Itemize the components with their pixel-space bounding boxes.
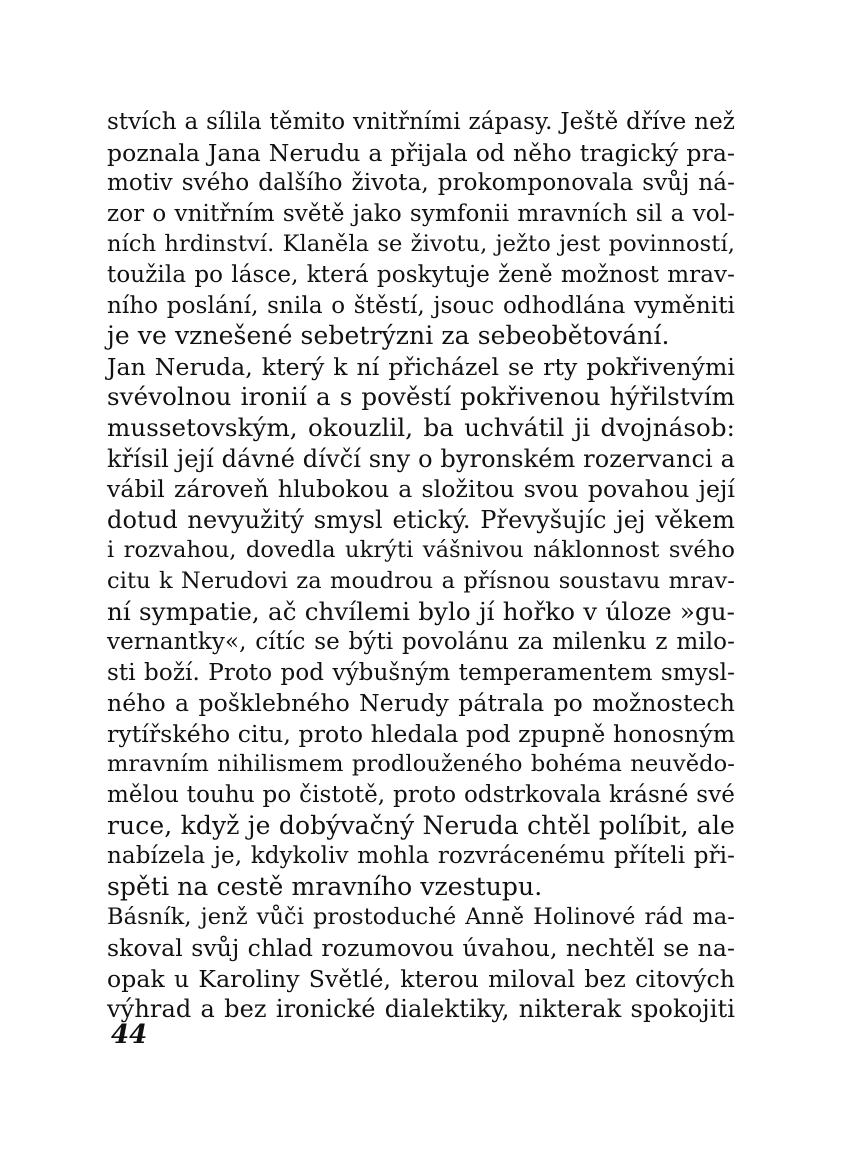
text-line: skoval svůj chlad rozumovou úvahou, nechtěl se na- — [107, 934, 735, 963]
text-line: mělou touhu po čistotě, proto odstrkovala krásné své — [107, 782, 735, 809]
text-line: poznala Jana Nerudu a přijala od něho tragický pra- — [107, 138, 735, 167]
text-line: citu k Nerudovi za moudrou a přísnou soustavu mrav- — [107, 567, 735, 594]
text-line: vábil zároveň hlubokou a složitou svou povahou její — [107, 475, 735, 504]
text-line: stvích a sílila těmito vnitřními zápasy. Ještě dříve než — [107, 109, 735, 135]
text-line: křísil její dávné dívčí sny o byronském rozervanci a — [107, 444, 735, 473]
text-line: nabízela je, kdykoliv mohla rozvrácenému příteli při- — [107, 843, 735, 870]
text-line: ruce, když je dobývačný Neruda chtěl políbit, ale — [107, 810, 735, 840]
text-line: opak u Karoliny Světlé, kterou miloval bez citových — [107, 964, 735, 993]
text-line: ních hrdinství. Klaněla se životu, ježto jest povinností, — [107, 231, 735, 258]
text-line: mussetovským, okouzlil, ba uchvátil ji dvojnásob: — [107, 412, 735, 442]
text-line: ní sympatie, ač chvílemi bylo jí hořko v úloze »gu- — [107, 596, 735, 626]
text-line: spěti na cestě mravního vzestupu. — [107, 871, 543, 901]
text-line: ného a pošklebného Nerudy pátrala po možnostech — [107, 689, 735, 718]
text-line: je ve vznešené sebetrýzni za sebeobětování. — [107, 321, 670, 351]
text-line: svévolnou ironií a s pověstí pokřivenou hýřilstvím — [107, 382, 735, 412]
text-line: dotud nevyužitý smysl etický. Převyšujíc jej věkem — [107, 505, 735, 534]
page-number: 44 — [111, 1020, 148, 1050]
text-line: Básník, jenž vůči prostoduché Anně Holinové rád ma- — [107, 904, 735, 931]
text-line: vernantky«, cítíc se býti povolánu za milenku z milo- — [107, 629, 735, 656]
text-line: ního poslání, snila o štěstí, jsouc odhodlána vyměniti — [107, 292, 735, 319]
text-line: motiv svého dalšího života, prokomponovala svůj ná- — [107, 170, 735, 197]
text-line: zor o vnitřním světě jako symfonii mravních sil a vol- — [107, 200, 735, 227]
text-line: toužila po lásce, která poskytuje ženě možnost mrav- — [107, 261, 735, 288]
body-text — [107, 107, 735, 1025]
text-line: výhrad a bez ironické dialektiky, nikterak spokojiti — [107, 995, 735, 1024]
text-line: Jan Neruda, který k ní přicházel se rty pokřivenými — [107, 352, 735, 381]
text-line: i rozvahou, dovedla ukrýti vášnivou náklonnost svého — [107, 537, 735, 564]
text-line: rytířského citu, proto hledala pod zpupně honosným — [107, 719, 736, 748]
text-line: sti boží. Proto pod výbušným temperamentem smysl- — [107, 659, 735, 686]
text-line: mravním nihilismem prodlouženého bohéma neuvědo- — [107, 751, 735, 778]
